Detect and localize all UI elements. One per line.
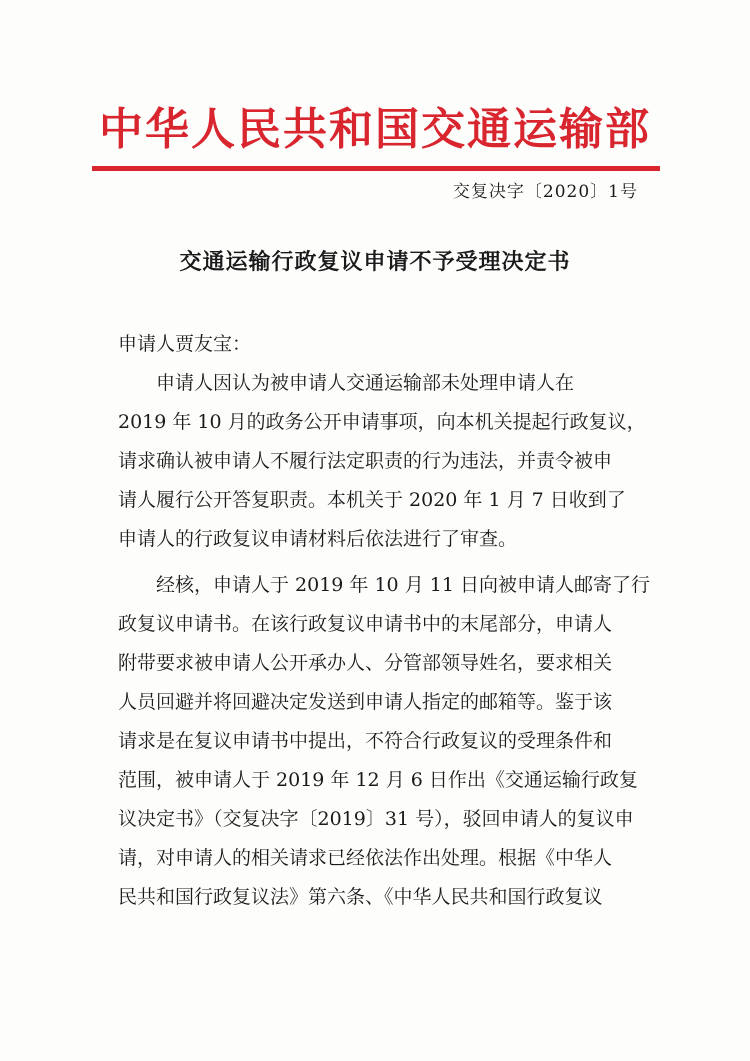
text-line: 经核，申请人于 2019 年 10 月 11 日向被申请人邮寄了行 <box>118 574 650 596</box>
text-line: 请人履行公开答复职责。本机关于 2020 年 1 月 7 日收到了 <box>118 489 626 511</box>
text-line: 民共和国行政复议法》第六条、《中华人民共和国行政复议 <box>118 886 603 908</box>
text-line: 人员回避并将回避决定发送到申请人指定的邮箱等。鉴于该 <box>118 691 613 713</box>
text-line: 2019 年 10 月的政务公开申请事项，向本机关提起行政复议， <box>118 411 646 433</box>
text-line: 请，对申请人的相关请求已经依法作出处理。根据《中华人 <box>118 847 613 869</box>
paragraph-2 <box>118 566 650 917</box>
text-line: 政复议申请书。在该行政复议申请书中的末尾部分，申请人 <box>118 613 613 635</box>
red-header-rule <box>92 166 660 171</box>
salutation: 申请人贾友宝： <box>118 333 252 355</box>
text-line: 请求是在复议申请书中提出，不符合行政复议的受理条件和 <box>118 730 613 752</box>
text-line: 附带要求被申请人公开承办人、分管部领导姓名，要求相关 <box>118 652 613 674</box>
paragraph-1 <box>118 364 646 559</box>
text-line: 请求确认被申请人不履行法定职责的行为违法，并责令被申 <box>118 450 613 472</box>
text-line: 申请人因认为被申请人交通运输部未处理申请人在 <box>118 372 575 394</box>
document-title: 交通运输行政复议申请不予受理决定书 <box>179 249 571 275</box>
agency-header: 中华人民共和国交通运输部 <box>99 104 651 155</box>
document-number: 交复决字〔2020〕1号 <box>452 182 638 202</box>
text-line: 申请人的行政复议申请材料后依法进行了审查。 <box>118 528 518 550</box>
text-line: 议决定书》（交复决字〔2019〕31 号），驳回申请人的复议申 <box>118 808 634 830</box>
text-line: 范围，被申请人于 2019 年 12 月 6 日作出《交通运输行政复 <box>118 769 638 791</box>
